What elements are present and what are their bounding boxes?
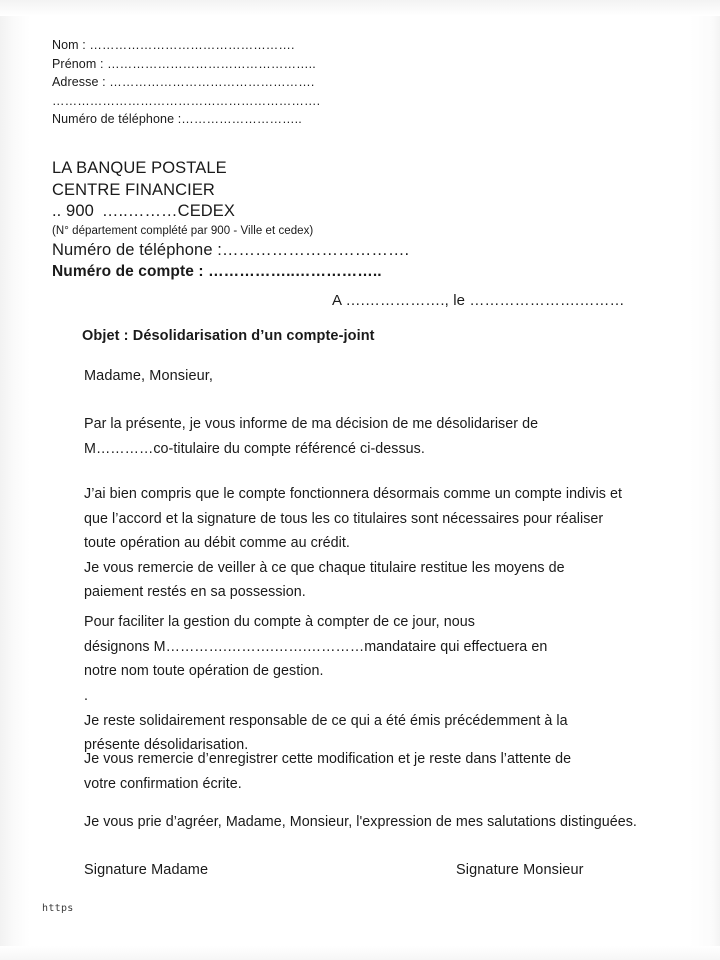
recipient-block: [52, 158, 472, 283]
paragraph-line: Je vous remercie d’enregistrer cette modification et je reste dans l’attente de: [84, 751, 572, 767]
signature-label-monsieur: Signature Monsieur: [456, 862, 584, 878]
paragraph-line: .: [84, 688, 89, 704]
sender-address-continuation-field: ……………………………………………………….: [52, 93, 321, 108]
sender-phone-field: Numéro de téléphone :………………………..: [52, 112, 302, 127]
paragraph-line: toute opération au débit comme au crédit.: [84, 535, 350, 552]
paragraph-line: présente désolidarisation.: [84, 737, 249, 754]
paragraph-line: J’ai bien compris que le compte fonctionnera désormais comme un compte indivis et: [84, 486, 623, 502]
body-paragraph-5: [84, 747, 624, 796]
paragraph-line: Pour faciliter la gestion du compte à compter de ce jour, nous: [84, 614, 475, 630]
bank-department: CENTRE FINANCIER: [52, 180, 215, 199]
paragraph-line: notre nom toute opération de gestion.: [84, 663, 324, 680]
bank-name: LA BANQUE POSTALE: [52, 159, 227, 177]
place-and-date-line: A ….……………., le ………………….………: [332, 292, 625, 309]
paragraph-line: votre confirmation écrite.: [84, 775, 242, 792]
paragraph-line: Je reste solidairement responsable de ce qui a été émis précédemment à la: [84, 712, 568, 729]
body-paragraph-2: [84, 482, 674, 605]
account-number-label: Numéro de compte :: [52, 263, 204, 280]
paragraph-line: Par la présente, je vous informe de ma décision de me désolidariser de: [84, 416, 539, 432]
sender-block: [52, 36, 352, 129]
postcode-cedex: CEDEX: [177, 202, 236, 220]
bank-postcode-line: [52, 201, 472, 223]
salutation: Madame, Monsieur,: [84, 368, 214, 384]
body-paragraph-3: [84, 610, 644, 684]
body-paragraph-1: [84, 412, 599, 461]
account-number-field: [52, 261, 472, 283]
postcode-prefix: .. 900: [52, 202, 94, 220]
paragraph-line: M…………co-titulaire du compte référencé ci-dessus.: [84, 440, 425, 457]
sender-firstname-field: Prénom : …………………………………………..: [52, 56, 316, 71]
sender-name-field: Nom : ………………………………………….: [52, 38, 295, 52]
sender-address-field: Adresse : ………………………………………….: [52, 75, 315, 90]
bank-phone-field: Numéro de téléphone :…………………………….: [52, 240, 410, 259]
paragraph-line: que l’accord et la signature de tous les co titulaires sont nécessaires pour réaliser: [84, 510, 604, 527]
postcode-dots: …..………: [101, 202, 178, 220]
closing-formula: Je vous prie d’agréer, Madame, Monsieur, l'expression de mes salutations distinguées.: [84, 814, 637, 830]
signature-label-madame: Signature Madame: [84, 862, 209, 878]
paragraph-line: désignons M………….……….…….…………mandataire qui effectuera en: [84, 638, 548, 655]
footer-url-text: https: [42, 903, 74, 914]
paragraph-line: Je vous remercie de veiller à ce que chaque titulaire restitue les moyens de: [84, 559, 565, 576]
account-number-dots: ……………..……………..: [203, 263, 382, 280]
postcode-note: (N° département complété par 900 - Ville et cedex): [52, 224, 314, 237]
subject-line: Objet : Désolidarisation d’un compte-joint: [82, 328, 375, 344]
paragraph-line: paiement restés en sa possession.: [84, 584, 306, 601]
